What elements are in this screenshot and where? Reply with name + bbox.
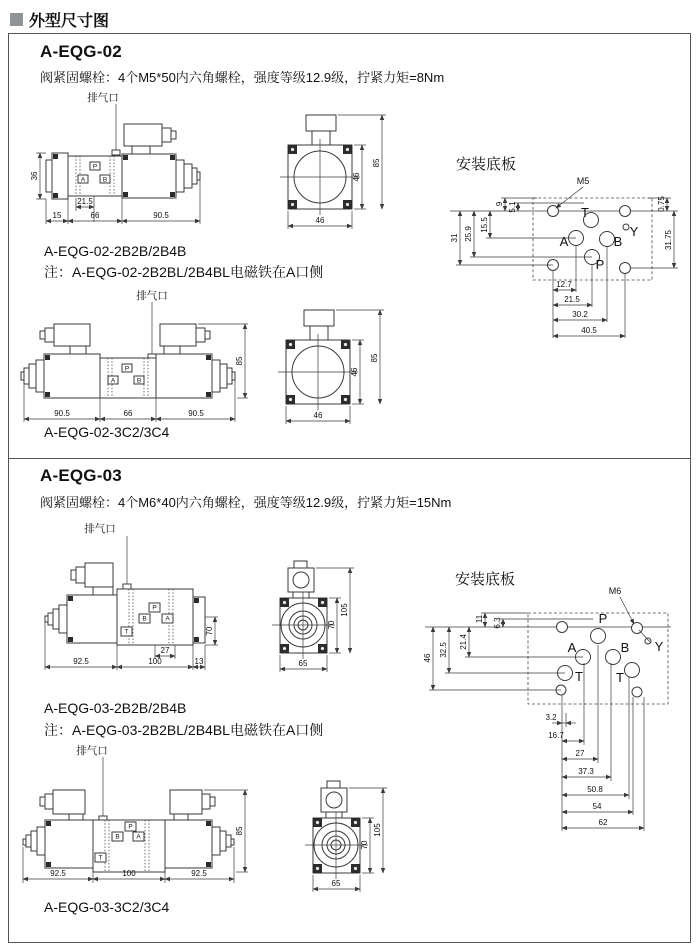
plate-port-b: B — [620, 640, 630, 655]
port-label-a: A — [136, 833, 141, 841]
port-label-a: A — [165, 615, 170, 623]
eqg02-title: A-EQG-02 — [40, 42, 122, 61]
dim-top1: 9 — [495, 201, 504, 207]
eqg02-side-view-double — [16, 288, 256, 428]
dim-total-h: 85 — [372, 158, 381, 168]
page-header — [10, 8, 109, 31]
dim-right1: 0.75 — [657, 196, 666, 212]
port-label-b: B — [102, 176, 108, 184]
dim-left2: 25.9 — [464, 226, 473, 242]
eqg03-model-3c: A-EQG-03-3C2/3C4 — [44, 899, 170, 915]
dim-total-h: 85 — [370, 353, 379, 363]
eqg03-model-2b: A-EQG-03-2B2B/2B4B — [44, 700, 187, 716]
dim-inner-h: 70 — [360, 840, 369, 850]
dim-left3: 15.5 — [480, 217, 489, 233]
eqg03-plate-label: 安装底板 — [455, 571, 516, 588]
eqg02-note-2b: 注：A-EQG-02-2B2BL/2B4BL电磁铁在A口侧 — [44, 264, 324, 280]
dim-inner-h: 46 — [350, 367, 359, 377]
port-label-p: P — [128, 823, 133, 831]
eqg02-bolt-note: 阀紧固螺栓：4个M5*50内六角螺栓，强度等级12.9级，拧紧力矩=8Nm — [40, 70, 445, 85]
dim-top2: 5.1 — [508, 201, 517, 213]
port-label-b: B — [115, 833, 120, 841]
dim-bot1: 3.2 — [545, 713, 557, 722]
dim-bot4: 40.5 — [581, 326, 597, 335]
dim-left1: 31 — [450, 233, 459, 243]
dim-height: 85 — [235, 826, 244, 836]
dim-width: 65 — [331, 879, 341, 888]
dim-inner: 21.5 — [77, 197, 93, 206]
exhaust-port-label: 排气口 — [87, 92, 119, 104]
dim-len1: 92.5 — [73, 657, 89, 666]
port-label-a: A — [80, 176, 86, 184]
port-label-b: B — [142, 615, 147, 623]
eqg03-side-view-double — [13, 743, 263, 888]
geometry — [278, 310, 384, 424]
eqg03-bolt-note: 阀紧固螺栓：4个M6*40内六角螺栓，强度等级12.9级，拧紧力矩=15Nm — [40, 495, 452, 510]
dim-len3: 90.5 — [153, 211, 169, 220]
port-label-t: T — [124, 628, 129, 636]
dim-height: 36 — [30, 171, 39, 181]
eqg03-note-2b: 注：A-EQG-03-2B2BL/2B4BL电磁铁在A口侧 — [44, 722, 324, 738]
dim-left1: 46 — [423, 653, 432, 663]
thread-label: M5 — [576, 176, 590, 186]
dim-bot6: 54 — [592, 802, 602, 811]
exhaust-port-label: 排气口 — [136, 290, 168, 302]
geometry — [450, 187, 678, 338]
dim-left2: 32.5 — [439, 642, 448, 658]
geometry — [36, 104, 200, 224]
plate-port-b: B — [613, 234, 623, 249]
dim-top2: 6.3 — [493, 617, 502, 629]
plate-port-a: A — [559, 234, 569, 249]
eqg02-end-view-1 — [270, 103, 410, 243]
thread-label: M6 — [608, 586, 622, 596]
plate-port-a: A — [567, 640, 577, 655]
port-label-b: B — [136, 377, 142, 385]
eqg02-model-2b: A-EQG-02-2B2B/2B4B — [44, 243, 187, 259]
dim-len1: 15 — [52, 211, 62, 220]
eqg03-mounting-plate — [423, 583, 693, 838]
dim-bot1: 12.7 — [556, 280, 572, 289]
geometry — [21, 302, 248, 422]
dim-total-h: 105 — [373, 823, 382, 837]
dim-len1: 90.5 — [54, 409, 70, 418]
exhaust-port-label: 排气口 — [84, 523, 116, 535]
dim-inner-h: 46 — [352, 172, 361, 182]
eqg03-end-view-2 — [283, 772, 393, 902]
port-label-a: A — [110, 377, 116, 385]
dim-bot2: 16.7 — [548, 731, 564, 740]
dim-bot5: 50.8 — [587, 785, 603, 794]
dim-bot2: 21.5 — [564, 295, 580, 304]
eqg03-title: A-EQG-03 — [40, 466, 122, 485]
port-label-p: P — [124, 365, 130, 373]
dim-width: 46 — [315, 216, 325, 225]
dim-len2: 100 — [122, 869, 136, 878]
dim-height: 85 — [235, 356, 244, 366]
dim-len2: 66 — [90, 211, 100, 220]
dim-len2: 66 — [123, 409, 133, 418]
eqg03-side-view-single — [22, 518, 272, 678]
dim-bot3: 27 — [575, 749, 585, 758]
dim-len3: 92.5 — [191, 869, 207, 878]
dim-bot7: 62 — [598, 818, 608, 827]
eqg02-mounting-plate — [442, 170, 692, 370]
dim-inner: 27 — [160, 646, 170, 655]
port-label-p: P — [152, 604, 157, 612]
dim-width: 65 — [298, 659, 308, 668]
eqg02-end-view-2 — [268, 298, 408, 438]
eqg02-model-3c: A-EQG-02-3C2/3C4 — [44, 424, 170, 440]
exhaust-port-label: 排气口 — [76, 745, 108, 757]
plate-port-t2: T — [616, 670, 624, 685]
plate-port-p: P — [598, 611, 608, 626]
section-marker-icon — [10, 13, 23, 26]
geometry — [23, 757, 248, 883]
dim-total-h: 105 — [340, 603, 349, 617]
port-label-t: T — [98, 854, 103, 862]
plate-port-t: T — [581, 205, 589, 220]
dim-right2: 31.75 — [664, 229, 673, 251]
dim-bot4: 37.3 — [578, 767, 594, 776]
plate-port-y: Y — [654, 639, 664, 654]
geometry — [280, 115, 386, 229]
plate-port-p: P — [595, 257, 605, 272]
plate-port-y: Y — [629, 224, 639, 239]
dim-top1: 11 — [475, 614, 484, 624]
eqg03-end-view-1 — [250, 552, 360, 682]
eqg02-side-view-single — [28, 90, 258, 240]
page-title: 外型尺寸图 — [29, 13, 110, 30]
geometry — [45, 536, 218, 670]
dim-inner-h: 70 — [327, 620, 336, 630]
eqg02-plate-label: 安装底板 — [456, 156, 517, 173]
dim-len3: 13 — [194, 657, 204, 666]
plate-port-t1: T — [575, 669, 583, 684]
dim-len2: 100 — [148, 657, 162, 666]
dim-left3: 21.4 — [459, 634, 468, 650]
port-label-p: P — [92, 163, 98, 171]
dim-height: 70 — [205, 626, 214, 636]
dim-bot3: 30.2 — [572, 310, 588, 319]
dim-len3: 90.5 — [188, 409, 204, 418]
dim-width: 46 — [313, 411, 323, 420]
dim-len1: 92.5 — [50, 869, 66, 878]
